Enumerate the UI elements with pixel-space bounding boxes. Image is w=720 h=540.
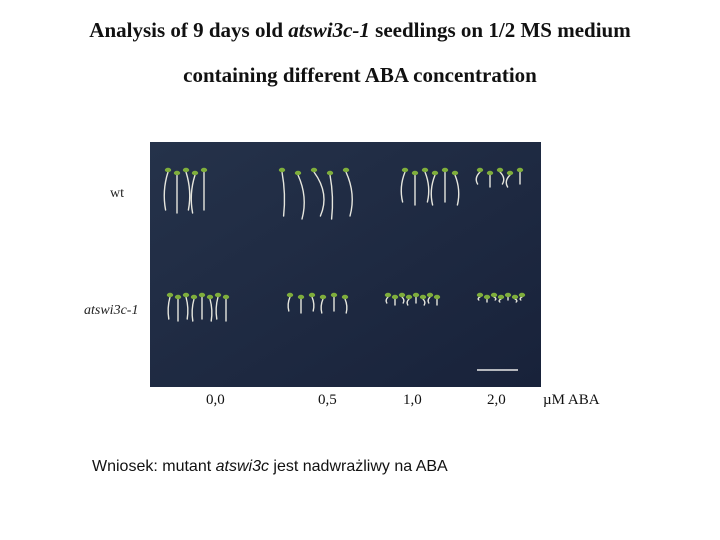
concentration-label-3: 2,0 [487,392,506,408]
conclusion-text: Wniosek: mutant atswi3c jest nadwrażliwy na ABA [92,458,448,475]
concentration-label-1: 0,5 [318,392,337,408]
row-label-mutant: atswi3c-1 [84,303,139,318]
title-line-1: Analysis of 9 days old atswi3c-1 seedlings on 1/2 MS medium [89,18,631,42]
row-label-wt: wt [110,186,124,201]
concentration-label-2: 1,0 [403,392,422,408]
seedling-photo [150,142,541,387]
unit-label: µM ABA [543,392,600,408]
title-line-2: containing different ABA concentration [183,63,537,87]
concentration-label-0: 0,0 [206,392,225,408]
